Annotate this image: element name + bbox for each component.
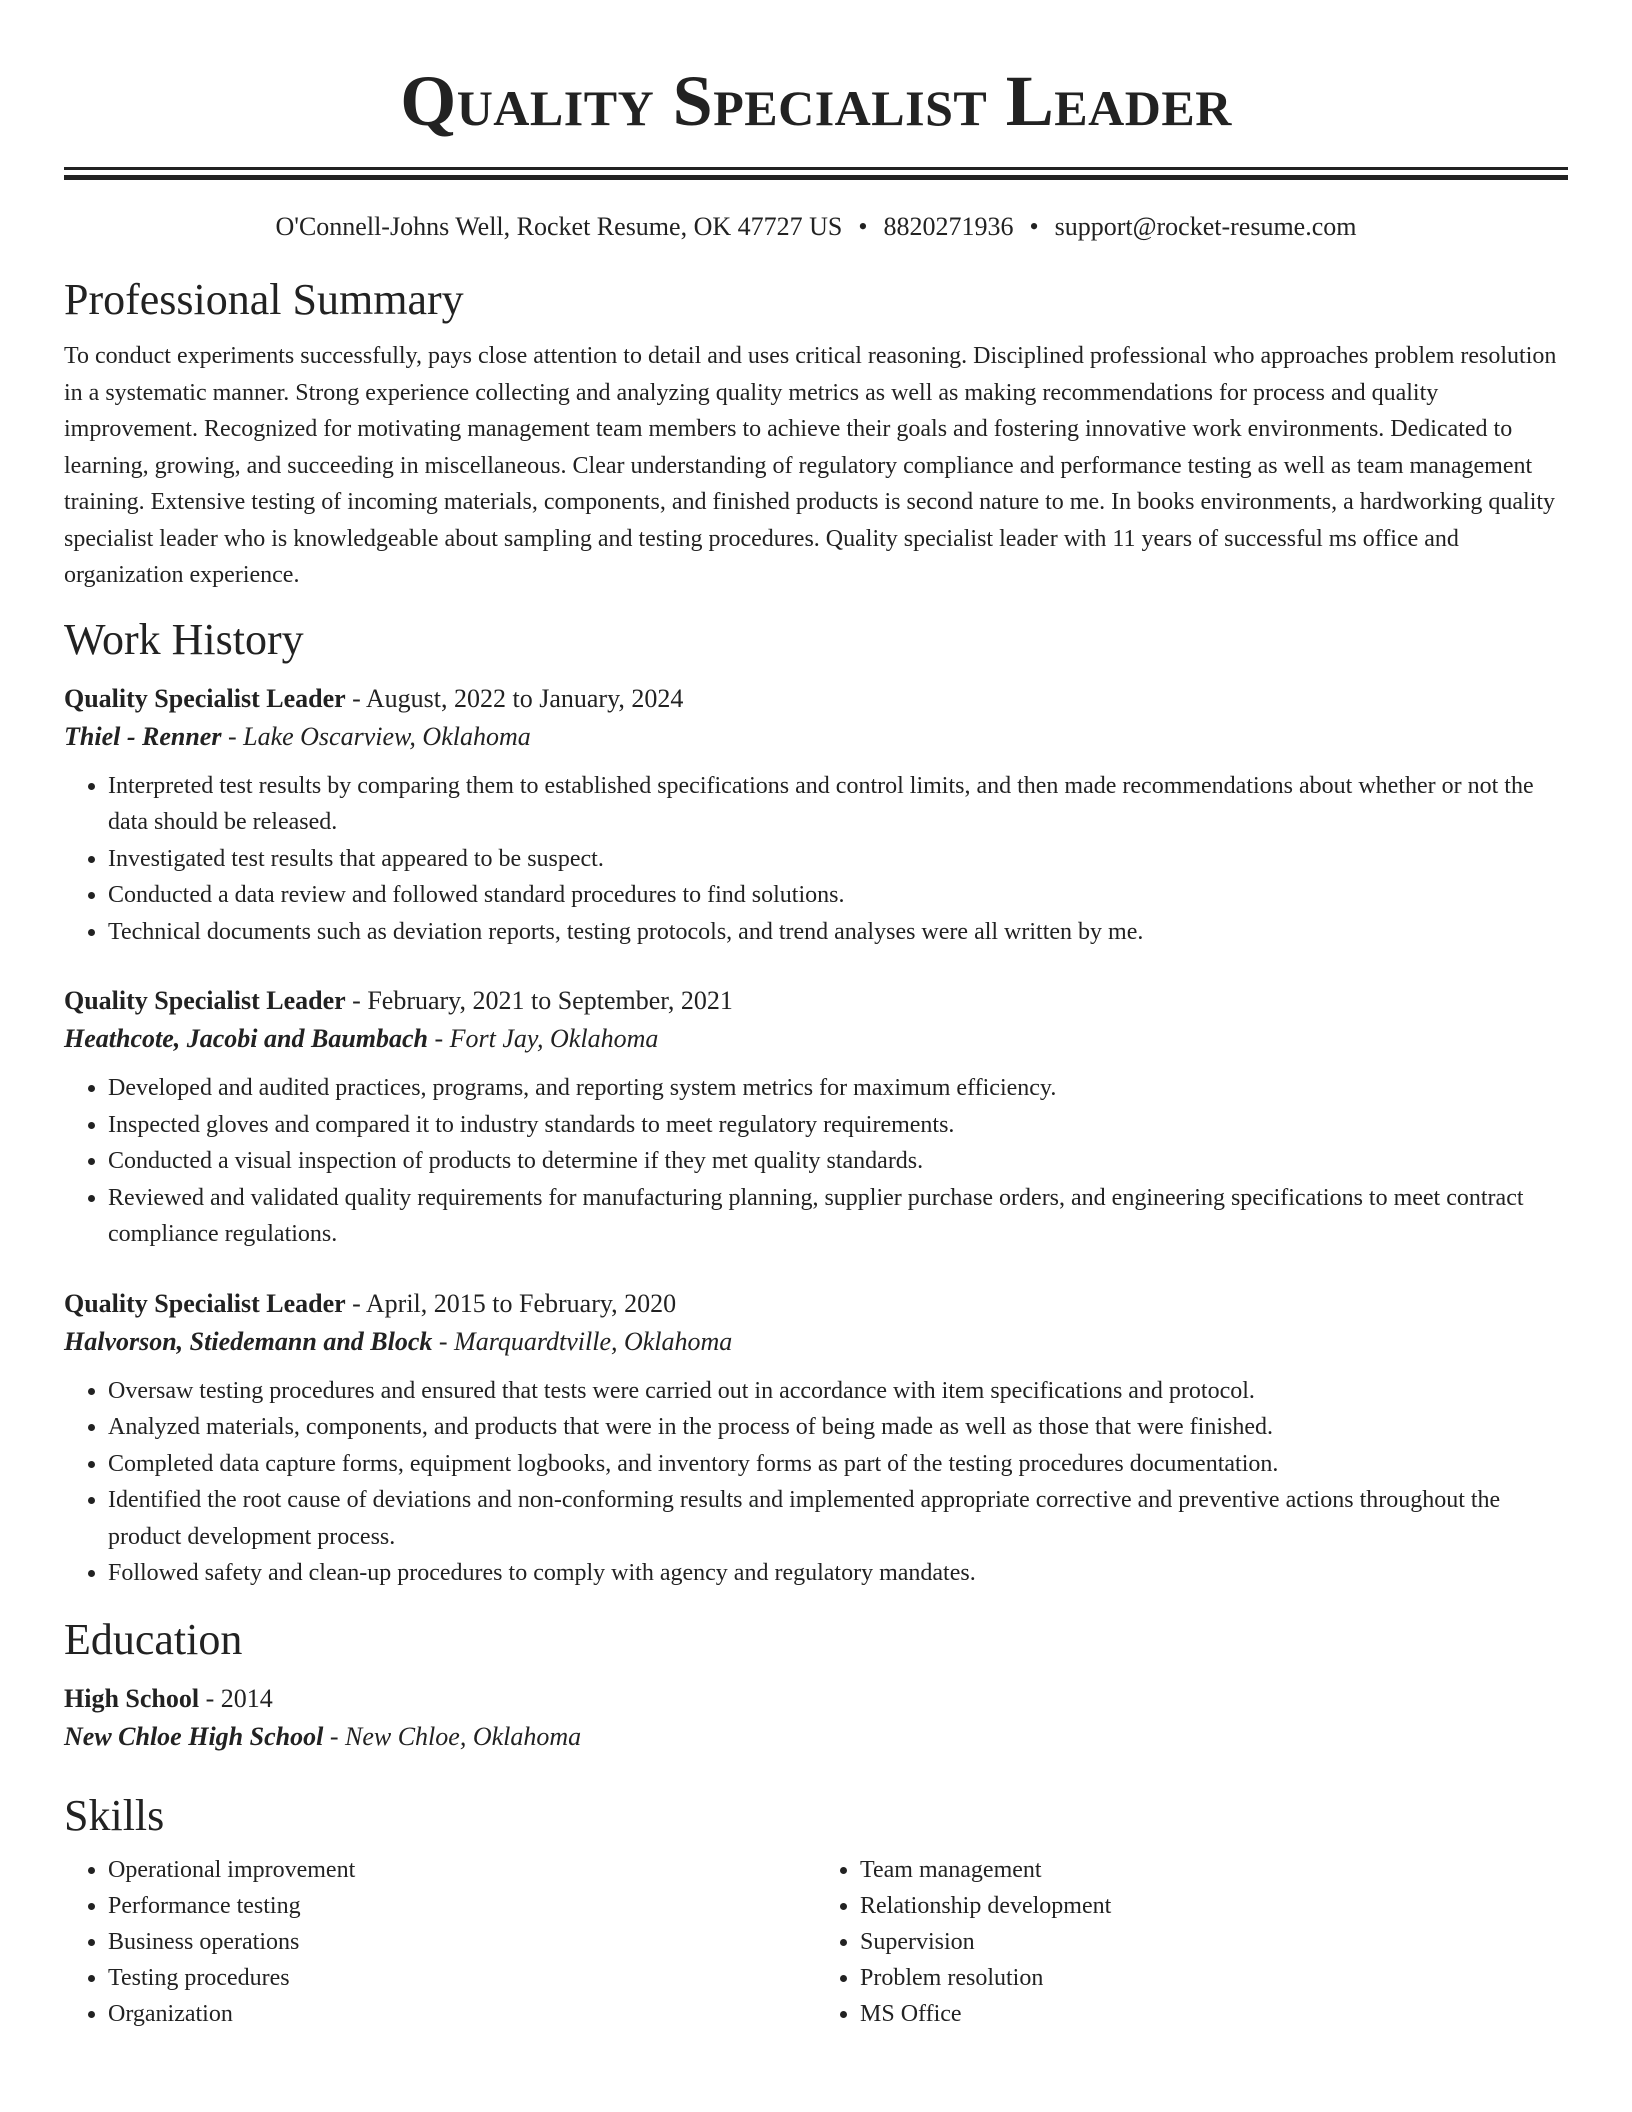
contact-address: O'Connell-Johns Well, Rocket Resume, OK 47727 US bbox=[275, 212, 843, 241]
job-title: Quality Specialist Leader bbox=[64, 986, 346, 1015]
job-title: Quality Specialist Leader bbox=[64, 683, 346, 713]
header-divider-thick bbox=[64, 175, 1568, 180]
contact-line bbox=[64, 210, 1568, 244]
job-bullets bbox=[64, 1373, 1568, 1592]
job-company: Thiel - Renner bbox=[64, 721, 222, 751]
skill-item: • Supervision bbox=[860, 1924, 1568, 1960]
education-degree: High School bbox=[64, 1683, 200, 1713]
education-location: - New Chloe, Oklahoma bbox=[323, 1721, 582, 1751]
section-title-summary: Professional Summary bbox=[64, 275, 464, 324]
job-company: Halvorson, Stiedemann and Block bbox=[64, 1326, 433, 1356]
job-bullet: • Investigated test results that appeared to be suspect. bbox=[108, 841, 1568, 878]
education-year: - 2014 bbox=[199, 1683, 273, 1713]
job-bullets bbox=[64, 768, 1568, 951]
skill-item: • Business operations bbox=[108, 1924, 816, 1960]
job-entry bbox=[64, 1285, 1568, 1592]
section-title-education: Education bbox=[64, 1614, 243, 1664]
education-heading bbox=[64, 1680, 1568, 1718]
skill-item: • Organization bbox=[108, 1996, 816, 2032]
job-bullet: • Technical documents such as deviation reports, testing protocols, and trend analyses were all written by me. bbox=[108, 914, 1568, 951]
skills-list bbox=[64, 1852, 1568, 2032]
job-dates: - April, 2015 to February, 2020 bbox=[345, 1288, 677, 1318]
job-company: Heathcote, Jacobi and Baumbach bbox=[64, 1024, 428, 1053]
skill-item: • Team management bbox=[860, 1852, 1568, 1888]
skill-item: • MS Office bbox=[860, 1996, 1568, 2032]
education-school-line bbox=[64, 1718, 1568, 1756]
skill-item: • Performance testing bbox=[108, 1888, 816, 1924]
job-employer bbox=[64, 1323, 1568, 1361]
job-entry bbox=[64, 982, 1568, 1253]
job-bullet: • Inspected gloves and compared it to industry standards to meet regulatory requirements. bbox=[108, 1107, 1568, 1144]
summary-text: To conduct experiments successfully, pays close attention to detail and uses critical reasoning. Disciplined professional who approaches problem resolution in a systematic manner. Strong experience collecting and analyzing quality metrics as well as making recommendations for process and quality improvement. Recognized for motivating management team members to achieve their goals and fostering innovative work environments. Dedicated to learning, growing, and succeeding in miscellaneous. Clear understanding of regulatory compliance and performance testing as well as team management training. Extensive testing of incoming materials, components, and finished products is second nature to me. In books environments, a hardworking quality specialist leader who is knowledgeable about sampling and testing procedures. Quality specialist leader with 11 years of successful ms office and organization experience. bbox=[64, 343, 1557, 588]
skills-column-right bbox=[816, 1852, 1568, 2032]
job-dates: - February, 2021 to September, 2021 bbox=[345, 986, 733, 1015]
contact-email: support@rocket-resume.com bbox=[1054, 212, 1357, 241]
skills-column-left bbox=[64, 1852, 816, 2032]
resume-name: Quality Specialist Leader bbox=[400, 61, 1232, 141]
skill-item: • Problem resolution bbox=[860, 1960, 1568, 1996]
job-entry bbox=[64, 680, 1568, 951]
contact-phone: 8820271936 bbox=[883, 212, 1014, 241]
job-location: - Marquardtville, Oklahoma bbox=[432, 1326, 733, 1356]
job-heading bbox=[64, 982, 1568, 1020]
job-bullet: • Analyzed materials, components, and products that were in the process of being made as well as those that were finished. bbox=[108, 1409, 1568, 1446]
job-heading bbox=[64, 1285, 1568, 1323]
section-title-work-history: Work History bbox=[64, 614, 304, 664]
job-bullet: • Interpreted test results by comparing them to established specifications and control limits, and then made recommendations about whether or not the data should be released. bbox=[108, 768, 1568, 841]
skill-item: • Relationship development bbox=[860, 1888, 1568, 1924]
job-bullet: • Developed and audited practices, programs, and reporting system metrics for maximum efficiency. bbox=[108, 1070, 1568, 1107]
header-divider-thin bbox=[64, 167, 1568, 170]
job-bullet: • Oversaw testing procedures and ensured that tests were carried out in accordance with item specifications and protocol. bbox=[108, 1373, 1568, 1410]
job-location: - Lake Oscarview, Oklahoma bbox=[221, 721, 531, 751]
job-employer bbox=[64, 1020, 1568, 1058]
job-bullets bbox=[64, 1070, 1568, 1253]
job-title: Quality Specialist Leader bbox=[64, 1288, 346, 1318]
job-bullet: • Conducted a data review and followed standard procedures to find solutions. bbox=[108, 877, 1568, 914]
contact-separator: • bbox=[1029, 212, 1039, 241]
section-title-skills: Skills bbox=[64, 1790, 165, 1840]
job-location: - Fort Jay, Oklahoma bbox=[428, 1024, 659, 1053]
contact-separator: • bbox=[858, 212, 868, 241]
job-bullet: • Conducted a visual inspection of products to determine if they met quality standards. bbox=[108, 1143, 1568, 1180]
education-school: New Chloe High School bbox=[64, 1721, 324, 1751]
job-dates: - August, 2022 to January, 2024 bbox=[345, 683, 684, 713]
job-bullet: • Identified the root cause of deviations and non-conforming results and implemented appropriate corrective and preventive actions throughout the product development process. bbox=[108, 1482, 1568, 1555]
education-entry bbox=[64, 1680, 1568, 1756]
skill-item: • Operational improvement bbox=[108, 1852, 816, 1888]
job-employer bbox=[64, 718, 1568, 756]
job-bullet: • Reviewed and validated quality requirements for manufacturing planning, supplier purchase orders, and engineering specifications to meet contract compliance regulations. bbox=[108, 1180, 1568, 1253]
job-heading bbox=[64, 680, 1568, 718]
job-bullet: • Completed data capture forms, equipment logbooks, and inventory forms as part of the testing procedures documentation. bbox=[108, 1446, 1568, 1483]
job-bullet: • Followed safety and clean-up procedures to comply with agency and regulatory mandates. bbox=[108, 1555, 1568, 1592]
skill-item: • Testing procedures bbox=[108, 1960, 816, 1996]
